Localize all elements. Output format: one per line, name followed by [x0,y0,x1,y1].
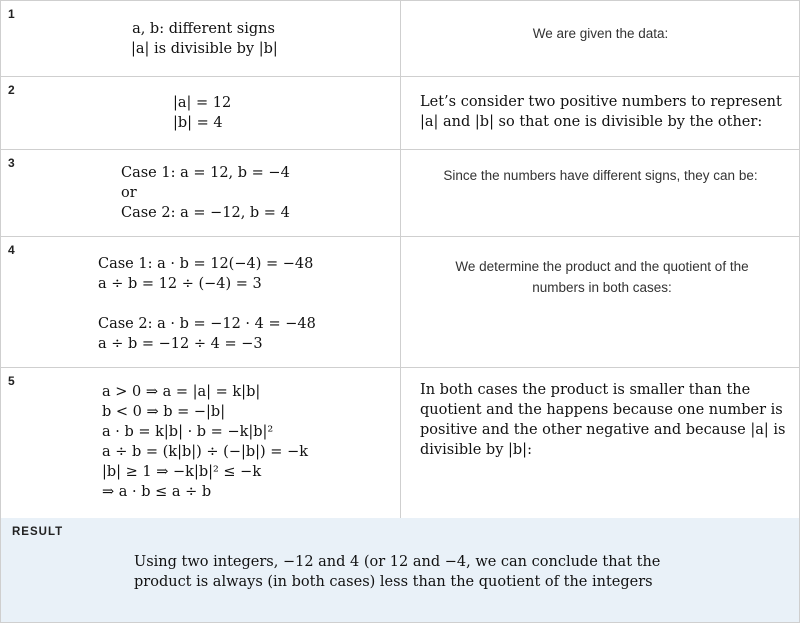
math-line: Case 1: a · b = 12(−4) = −48 [98,256,314,272]
step-3-math [121,163,290,223]
step-explanation: Let’s consider two positive numbers to represent |a| and |b| so that one is divisible by the other: [420,94,782,130]
math-line: Case 2: a = −12, b = 4 [121,205,290,221]
step-explanation: We are given the data: [532,26,669,41]
math-line: ⇒ a · b ≤ a ÷ b [102,484,212,500]
step-1-math [131,19,276,59]
step-row-2 [1,77,799,150]
step-explanation: In both cases the product is smaller than the quotient and the happens because one number is positive and the other negative and because |a| is divisible by |b|: [420,382,786,458]
math-line: a ÷ b = (k|b|) ÷ (−|b|) = −k [102,444,309,460]
step-2-explanation-cell [402,77,799,149]
math-line: |a| is divisible by |b| [131,41,278,57]
step-4-math-cell [1,237,401,367]
math-line: |b| ≥ 1 ⇒ −k|b|² ≤ −k [102,464,262,480]
step-2-math [173,93,231,133]
step-row-4 [1,237,799,368]
step-5-math-cell [1,368,401,518]
step-row-1 [1,1,799,77]
result-label: RESULT [12,526,64,538]
step-number: 5 [8,374,15,388]
step-number: 4 [8,243,15,257]
math-line: Case 1: a = 12, b = −4 [121,165,290,181]
step-number: 3 [8,156,15,170]
step-4-explanation-cell [402,237,799,367]
step-explanation: We determine the product and the quotient of the numbers in both cases: [455,259,749,295]
step-row-5 [1,368,799,518]
math-line: |b| = 4 [173,115,223,131]
math-line: b < 0 ⇒ b = −|b| [102,404,226,420]
math-line [98,294,316,314]
math-line: a, b: different signs [132,21,275,37]
math-line: a ÷ b = −12 ÷ 4 = −3 [98,336,263,352]
math-line: a ÷ b = 12 ÷ (−4) = 3 [98,276,262,292]
result-text: Using two integers, −12 and 4 (or 12 and −4, we can conclude that the product is always (in both cases) less than the quotient of the integers [134,554,661,590]
math-line: a · b = k|b| · b = −k|b|² [102,424,274,440]
math-line: or [121,185,137,201]
step-number: 1 [8,7,15,21]
step-2-math-cell [1,77,401,149]
step-3-math-cell [1,150,401,236]
result-panel [1,518,799,622]
step-row-3 [1,150,799,237]
step-1-math-cell [1,1,401,76]
math-line: a > 0 ⇒ a = |a| = k|b| [102,384,261,400]
step-3-explanation-cell [402,150,799,236]
step-explanation: Since the numbers have different signs, they can be: [443,168,758,183]
math-line: Case 2: a · b = −12 · 4 = −48 [98,316,316,332]
step-number: 2 [8,83,15,97]
step-5-explanation-cell [402,368,799,518]
step-4-math [98,254,316,354]
math-line: |a| = 12 [173,95,232,111]
step-1-explanation-cell [402,1,799,76]
step-5-math [102,382,308,502]
